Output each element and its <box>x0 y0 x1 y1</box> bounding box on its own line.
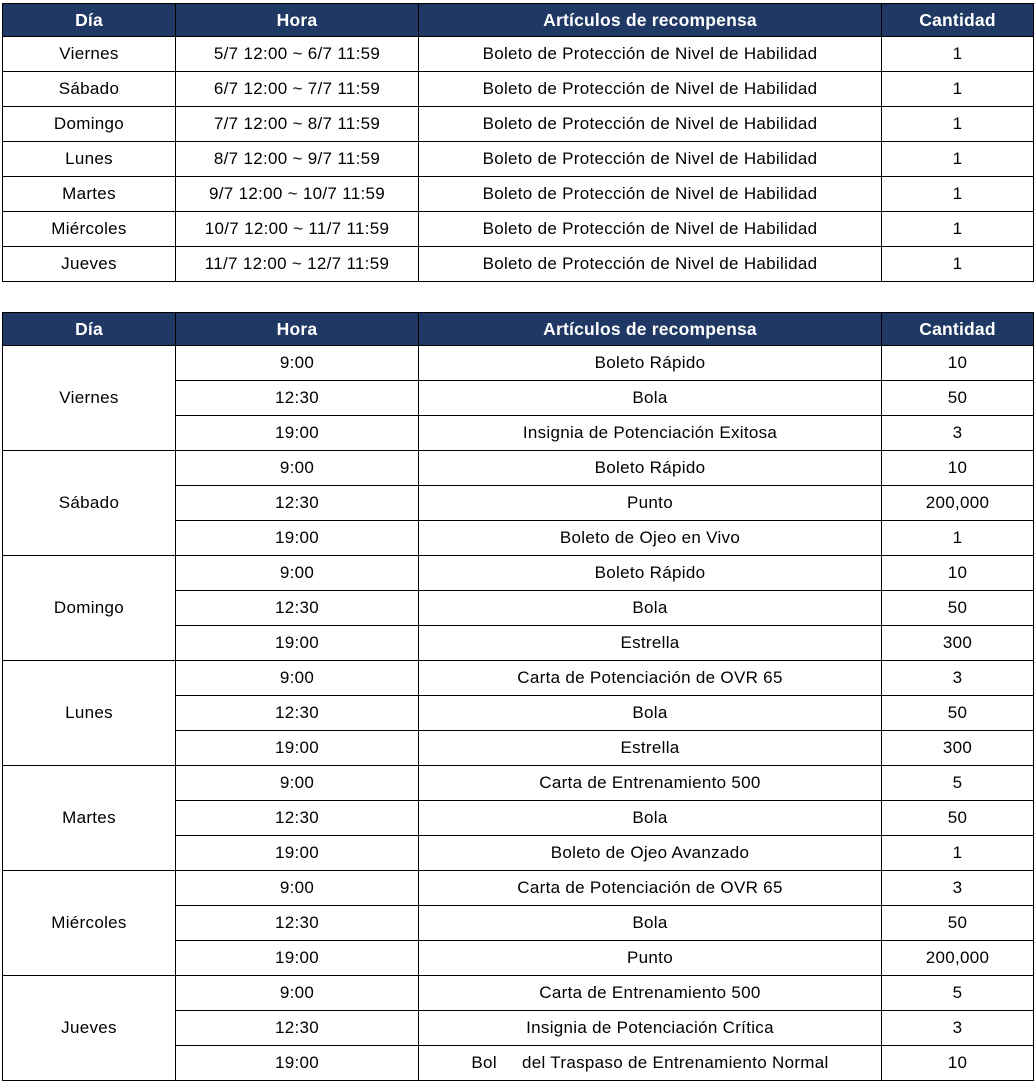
qty-cell: 50 <box>882 381 1034 416</box>
hora-cell: 9:00 <box>176 556 419 591</box>
table-row <box>3 72 1034 107</box>
hora-cell: 9:00 <box>176 451 419 486</box>
qty-cell: 1 <box>882 521 1034 556</box>
qty-cell: 1 <box>882 177 1034 212</box>
hora-cell: 8/7 12:00 ~ 9/7 11:59 <box>176 142 419 177</box>
daily-rewards-table <box>2 3 1034 282</box>
table-row <box>3 212 1034 247</box>
column-header-hora: Hora <box>176 4 419 37</box>
day-cell: Sábado <box>3 72 176 107</box>
item-cell: Insignia de Potenciación Crítica <box>419 1011 882 1046</box>
table-row <box>3 556 1034 591</box>
column-header-dia: Día <box>3 313 176 346</box>
item-cell: Carta de Potenciación de OVR 65 <box>419 661 882 696</box>
qty-cell: 3 <box>882 871 1034 906</box>
item-cell: Carta de Entrenamiento 500 <box>419 766 882 801</box>
table-header-row <box>3 4 1034 37</box>
item-cell: Bola <box>419 696 882 731</box>
table-row <box>3 346 1034 381</box>
day-cell: Jueves <box>3 247 176 282</box>
day-cell: Martes <box>3 766 176 871</box>
hora-cell: 19:00 <box>176 626 419 661</box>
qty-cell: 200,000 <box>882 486 1034 521</box>
table-row <box>3 107 1034 142</box>
qty-cell: 1 <box>882 247 1034 282</box>
day-cell: Lunes <box>3 661 176 766</box>
table-row <box>3 661 1034 696</box>
qty-cell: 3 <box>882 661 1034 696</box>
hora-cell: 10/7 12:00 ~ 11/7 11:59 <box>176 212 419 247</box>
qty-cell: 10 <box>882 451 1034 486</box>
qty-cell: 5 <box>882 976 1034 1011</box>
day-cell: Domingo <box>3 107 176 142</box>
table-row <box>3 247 1034 282</box>
hora-cell: 19:00 <box>176 521 419 556</box>
day-cell: Lunes <box>3 142 176 177</box>
hora-cell: 9:00 <box>176 976 419 1011</box>
table-row <box>3 451 1034 486</box>
hora-cell: 19:00 <box>176 836 419 871</box>
qty-cell: 50 <box>882 591 1034 626</box>
table-row <box>3 976 1034 1011</box>
hora-cell: 19:00 <box>176 731 419 766</box>
hora-cell: 12:30 <box>176 591 419 626</box>
item-cell: Boleto de Ojeo Avanzado <box>419 836 882 871</box>
qty-cell: 5 <box>882 766 1034 801</box>
item-cell: Boleto Rápido <box>419 451 882 486</box>
qty-cell: 300 <box>882 626 1034 661</box>
qty-cell: 1 <box>882 142 1034 177</box>
item-cell: Boleto de Protección de Nivel de Habilidad <box>419 247 882 282</box>
item-cell: Boleto de Protección de Nivel de Habilidad <box>419 212 882 247</box>
day-cell: Viernes <box>3 346 176 451</box>
item-cell: Insignia de Potenciación Exitosa <box>419 416 882 451</box>
hora-cell: 9:00 <box>176 871 419 906</box>
qty-cell: 200,000 <box>882 941 1034 976</box>
item-cell: Estrella <box>419 731 882 766</box>
hora-cell: 9/7 12:00 ~ 10/7 11:59 <box>176 177 419 212</box>
hora-cell: 7/7 12:00 ~ 8/7 11:59 <box>176 107 419 142</box>
hora-cell: 12:30 <box>176 1011 419 1046</box>
item-cell: Carta de Potenciación de OVR 65 <box>419 871 882 906</box>
item-cell: Punto <box>419 486 882 521</box>
item-cell: Boleto de Ojeo en Vivo <box>419 521 882 556</box>
qty-cell: 3 <box>882 416 1034 451</box>
day-cell: Jueves <box>3 976 176 1081</box>
column-header-articulos: Artículos de recompensa <box>419 313 882 346</box>
hora-cell: 12:30 <box>176 486 419 521</box>
hora-cell: 12:30 <box>176 906 419 941</box>
column-header-articulos: Artículos de recompensa <box>419 4 882 37</box>
item-cell: Carta de Entrenamiento 500 <box>419 976 882 1011</box>
day-cell: Viernes <box>3 37 176 72</box>
day-cell: Martes <box>3 177 176 212</box>
qty-cell: 1 <box>882 836 1034 871</box>
column-header-cantidad: Cantidad <box>882 4 1034 37</box>
table-row <box>3 142 1034 177</box>
column-header-dia: Día <box>3 4 176 37</box>
qty-cell: 1 <box>882 72 1034 107</box>
hora-cell: 12:30 <box>176 696 419 731</box>
qty-cell: 300 <box>882 731 1034 766</box>
hora-cell: 5/7 12:00 ~ 6/7 11:59 <box>176 37 419 72</box>
item-cell: Punto <box>419 941 882 976</box>
timed-rewards-table <box>2 312 1034 1081</box>
qty-cell: 50 <box>882 906 1034 941</box>
item-cell: Bola <box>419 591 882 626</box>
day-cell: Miércoles <box>3 212 176 247</box>
hora-cell: 9:00 <box>176 766 419 801</box>
table-row <box>3 766 1034 801</box>
item-cell: Boleto Rápido <box>419 556 882 591</box>
item-cell: Bola <box>419 801 882 836</box>
day-cell: Miércoles <box>3 871 176 976</box>
table-row <box>3 177 1034 212</box>
table-row <box>3 871 1034 906</box>
table-header-row <box>3 313 1034 346</box>
hora-cell: 12:30 <box>176 381 419 416</box>
table-row <box>3 37 1034 72</box>
item-cell: Boleto de Protección de Nivel de Habilidad <box>419 72 882 107</box>
qty-cell: 10 <box>882 346 1034 381</box>
qty-cell: 50 <box>882 696 1034 731</box>
item-cell: Boleto de Protección de Nivel de Habilidad <box>419 177 882 212</box>
item-cell: Boleto de Protección de Nivel de Habilidad <box>419 142 882 177</box>
qty-cell: 1 <box>882 107 1034 142</box>
hora-cell: 19:00 <box>176 416 419 451</box>
item-cell: Boleto Rápido <box>419 346 882 381</box>
item-cell: Bola <box>419 381 882 416</box>
qty-cell: 10 <box>882 1046 1034 1081</box>
qty-cell: 10 <box>882 556 1034 591</box>
hora-cell: 19:00 <box>176 941 419 976</box>
qty-cell: 1 <box>882 212 1034 247</box>
hora-cell: 12:30 <box>176 801 419 836</box>
item-cell: Boleto de Protección de Nivel de Habilidad <box>419 107 882 142</box>
hora-cell: 11/7 12:00 ~ 12/7 11:59 <box>176 247 419 282</box>
day-cell: Sábado <box>3 451 176 556</box>
item-cell: Bol del Traspaso de Entrenamiento Normal <box>419 1046 882 1081</box>
qty-cell: 3 <box>882 1011 1034 1046</box>
hora-cell: 19:00 <box>176 1046 419 1081</box>
qty-cell: 1 <box>882 37 1034 72</box>
hora-cell: 6/7 12:00 ~ 7/7 11:59 <box>176 72 419 107</box>
item-cell: Bola <box>419 906 882 941</box>
qty-cell: 50 <box>882 801 1034 836</box>
hora-cell: 9:00 <box>176 346 419 381</box>
column-header-hora: Hora <box>176 313 419 346</box>
item-cell: Estrella <box>419 626 882 661</box>
item-cell: Boleto de Protección de Nivel de Habilidad <box>419 37 882 72</box>
day-cell: Domingo <box>3 556 176 661</box>
column-header-cantidad: Cantidad <box>882 313 1034 346</box>
hora-cell: 9:00 <box>176 661 419 696</box>
